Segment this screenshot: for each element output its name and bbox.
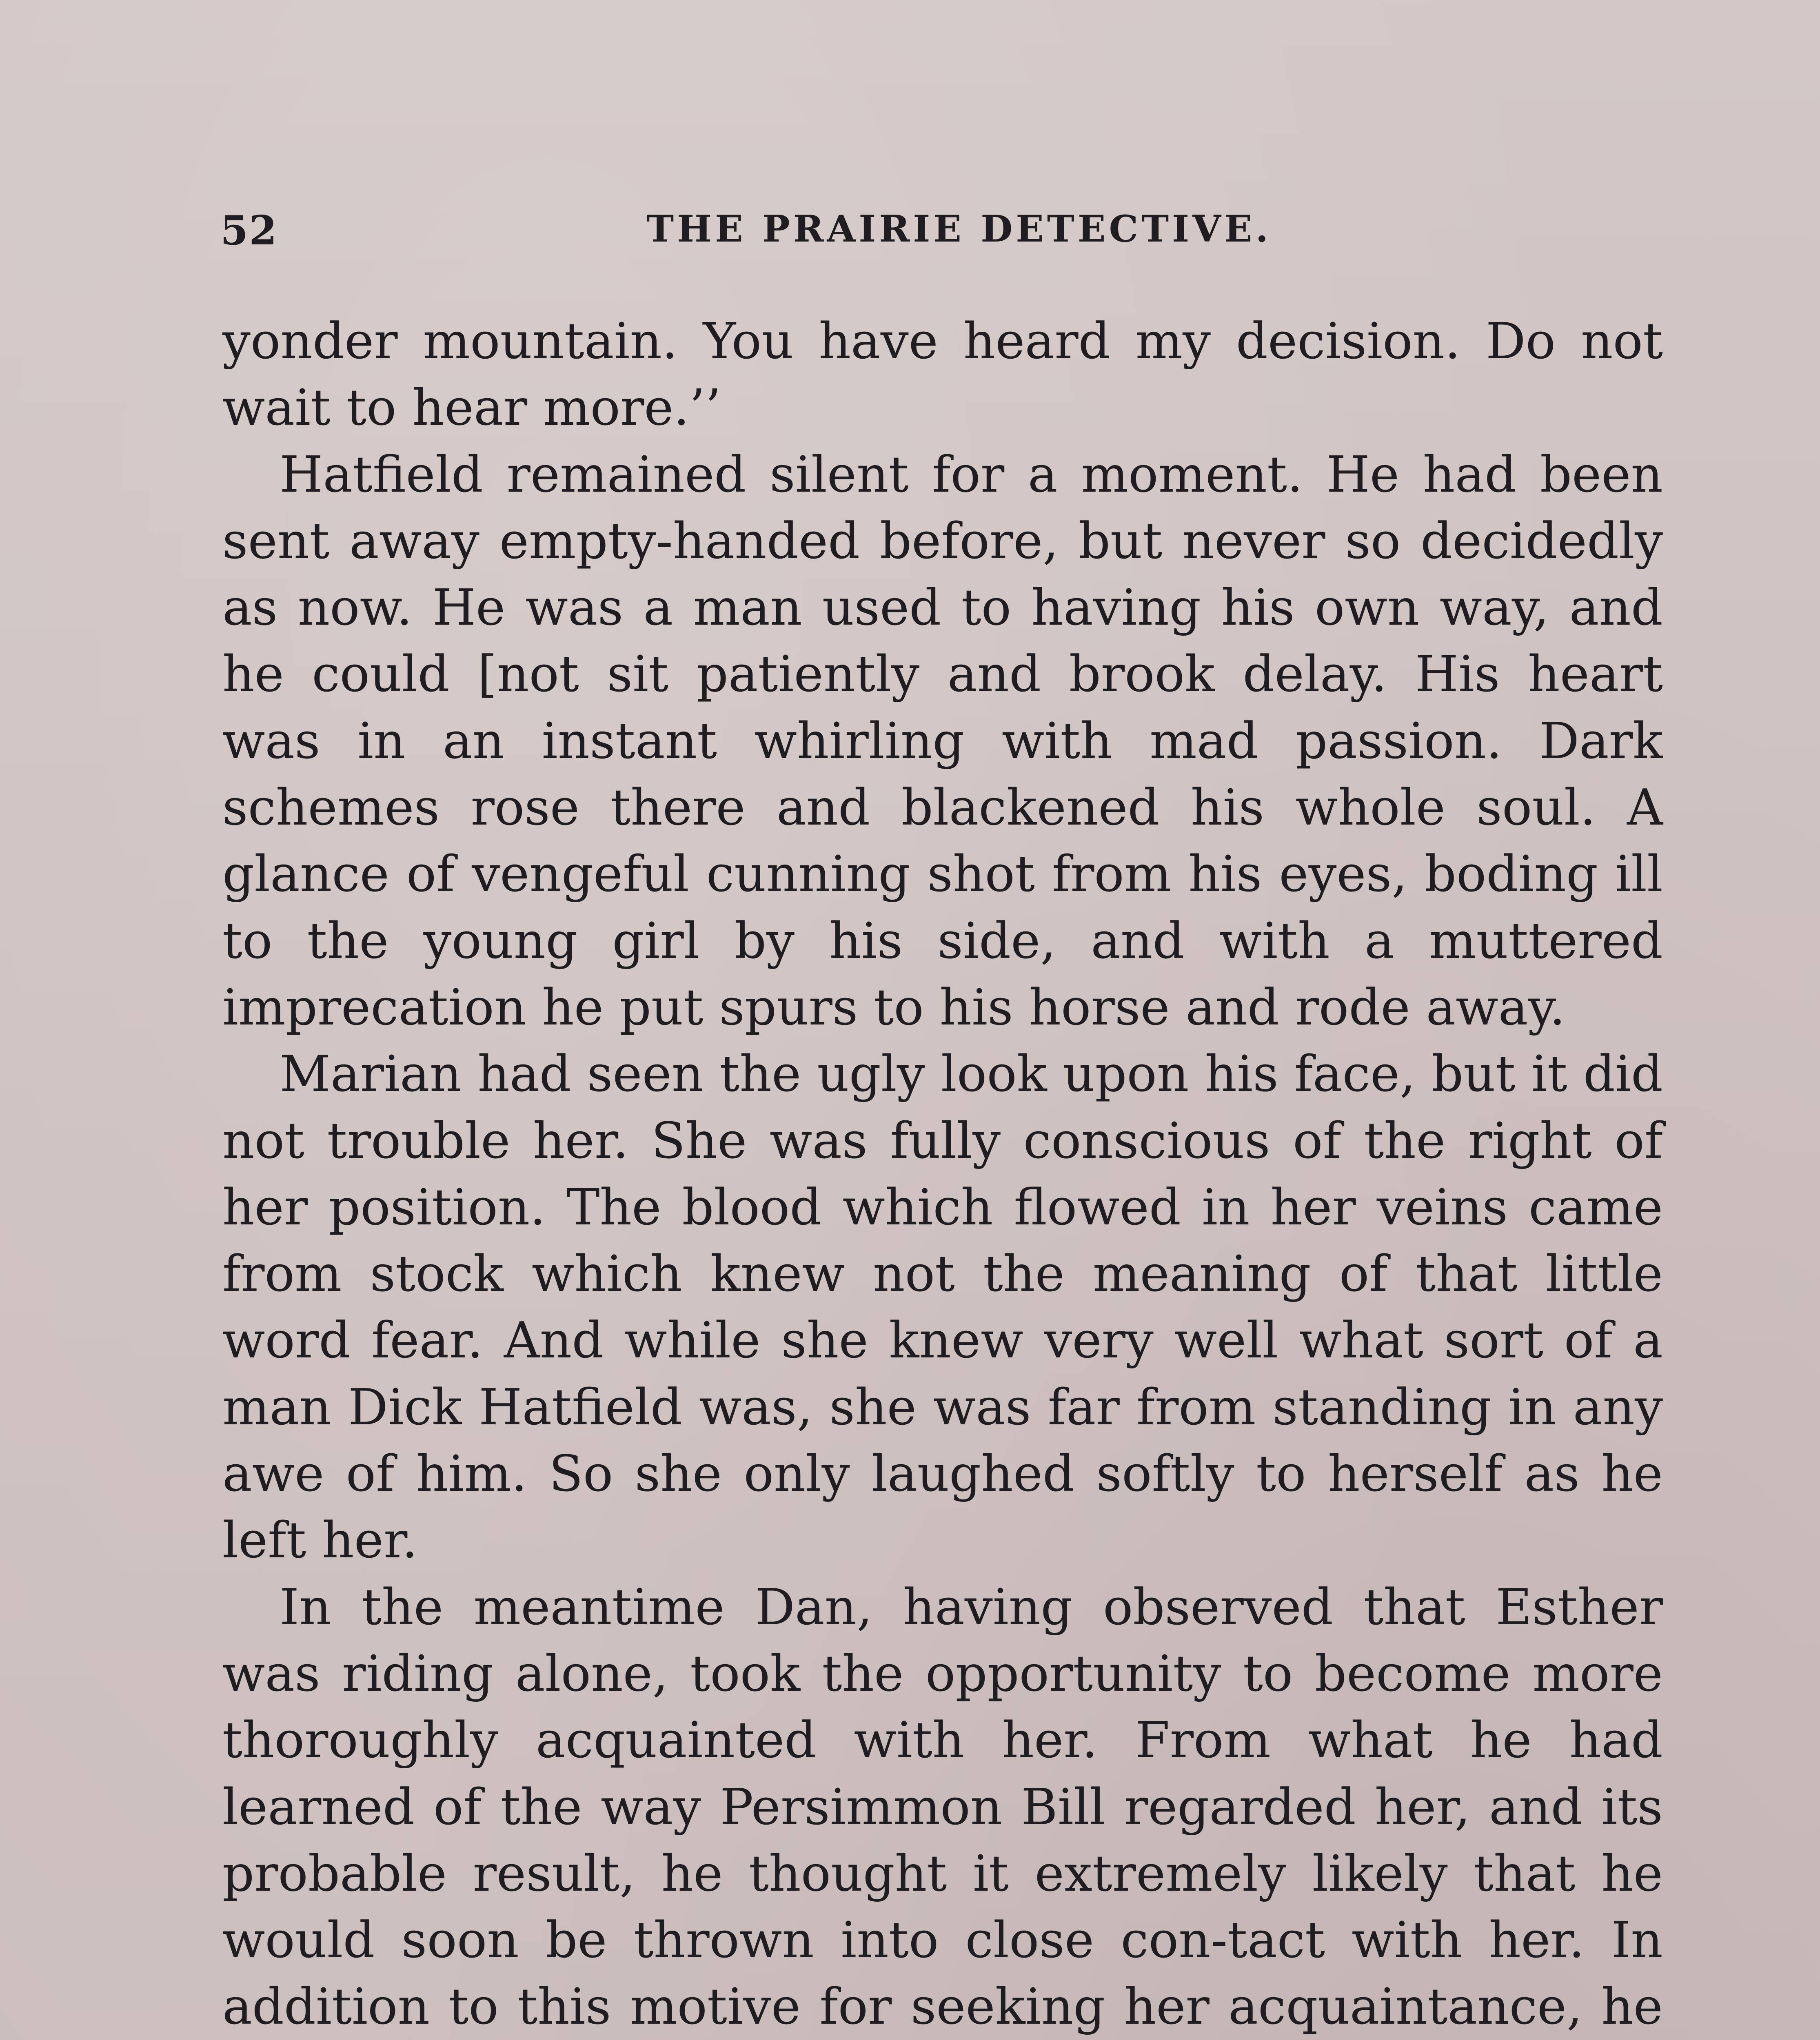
page-number: 52 (220, 207, 278, 254)
running-head: THE PRAIRIE DETECTIVE. (646, 207, 1272, 251)
page-header (220, 207, 1657, 268)
paragraph-dan-esther: In the meantime Dan, having observed that Esther was riding alone, took the opportunity to become more thoroughly acquainted with her. From what he had learned of the way Persimmon Bill regarded her, and its probable result, he thought it extremely likely that he would soon be thrown into close con-tact with her. In addition to this motive for seeking her acquaintance, he (222, 1578, 1663, 2036)
paragraph-hatfield: Hatfield remained silent for a moment. He had been sent away empty-handed before, but never so decidedly as now. He was a man used to having his own way, and he could [not sit patiently and brook delay. His heart was in an instant whirling with mad passion. Dark schemes rose there and blackened his whole soul. A glance of vengeful cunning shot from his eyes, boding ill to the young girl by his side, and with a muttered imprecation he put spurs to his horse and rode away. (222, 445, 1663, 1036)
paragraph-marian: Marian had seen the ugly look upon his face, but it did not trouble her. She was fully conscious of the right of her position. The blood which flowed in her veins came from stock which knew not the meaning of that little word fear. And while she knew very well what sort of a man Dick Hatfield was, she was far from standing in any awe of him. So she only laughed softly to herself as he left her. (222, 1045, 1663, 1570)
body-text (222, 308, 1663, 2040)
paragraph-continuation: yonder mountain. You have heard my decision. Do not wait to hear more.’’ (222, 312, 1663, 437)
